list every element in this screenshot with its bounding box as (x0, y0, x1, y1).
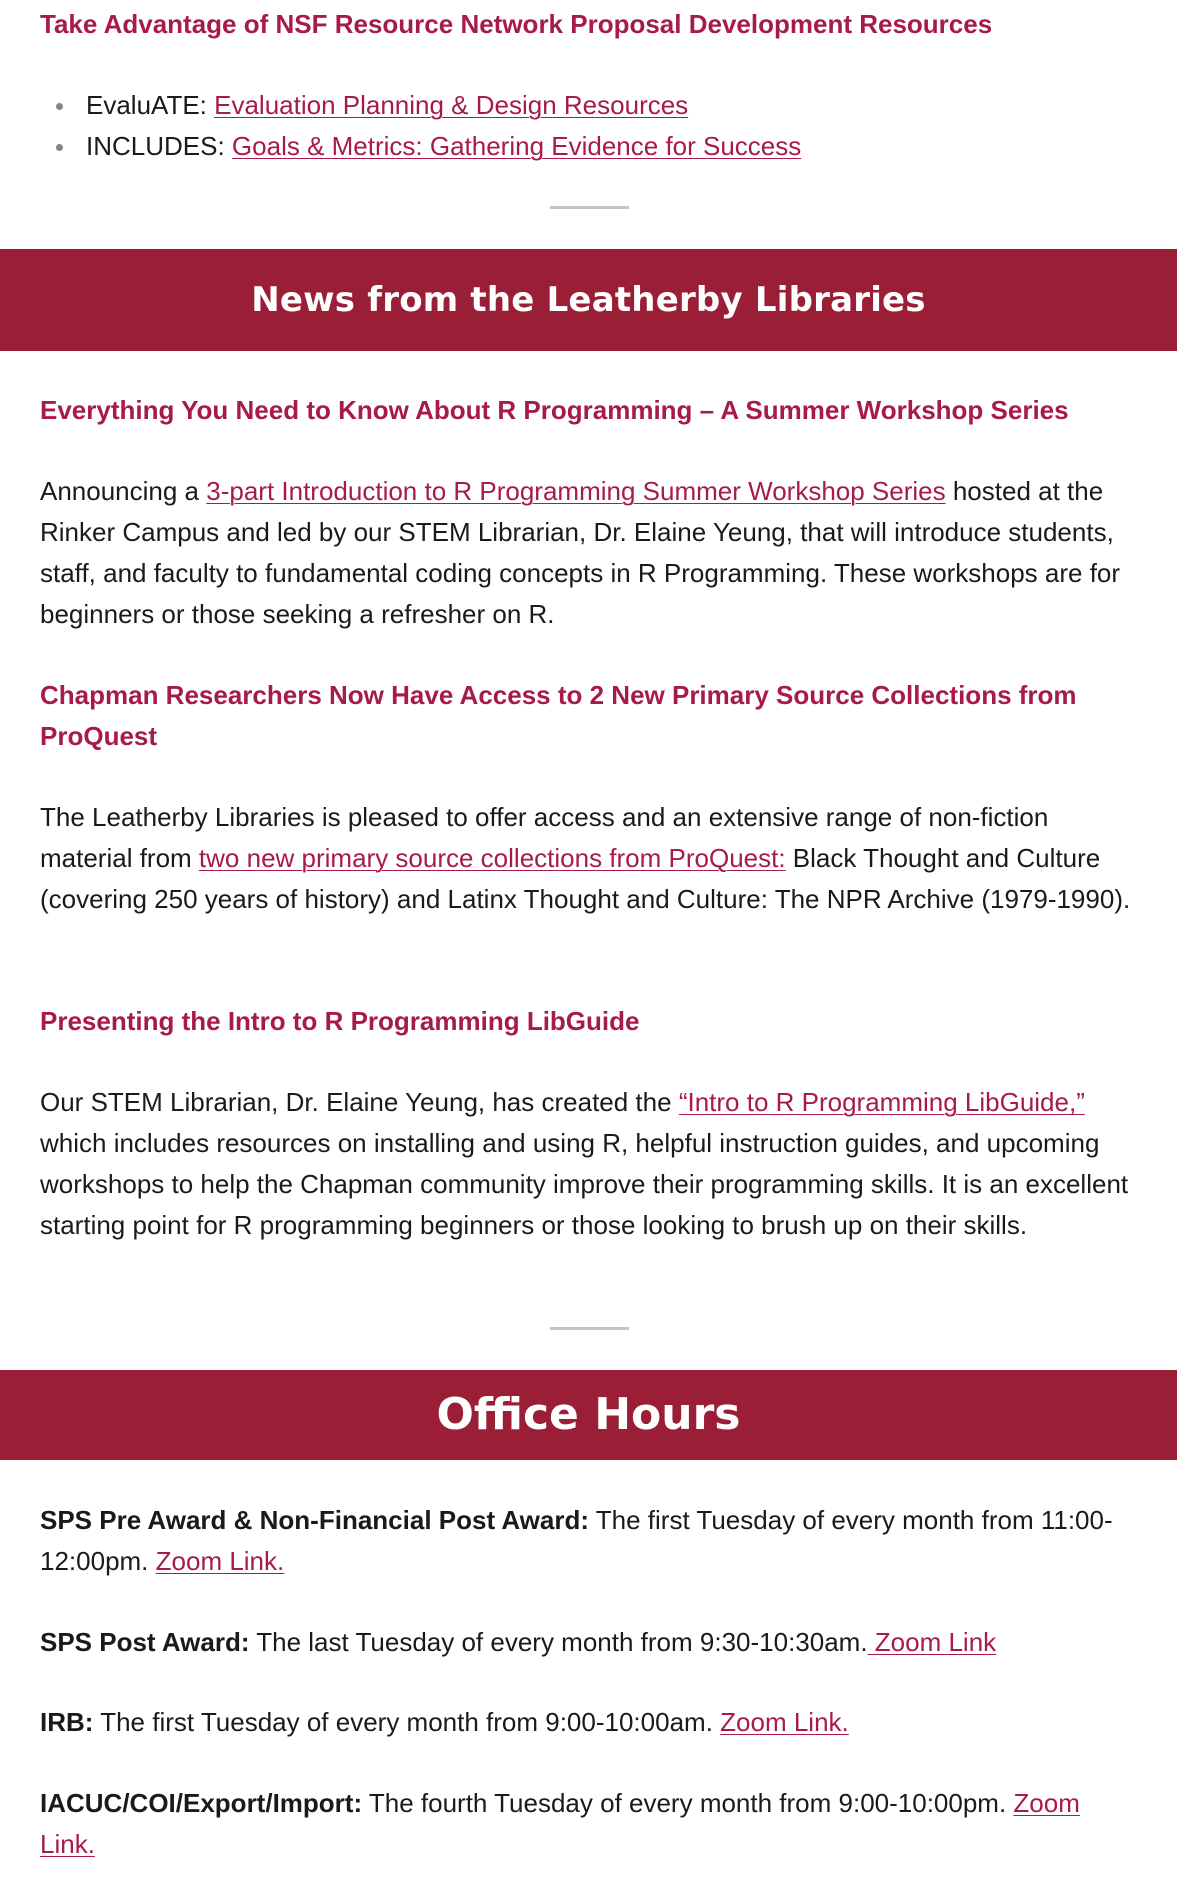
section-divider (550, 1327, 629, 1330)
office-hours-label: SPS Post Award: (40, 1627, 250, 1657)
list-item (40, 85, 801, 126)
list-item (40, 126, 801, 167)
article-text: Our STEM Librarian, Dr. Elaine Yeung, has created the (40, 1087, 679, 1117)
office-hours-text: The last Tuesday of every month from 9:30-10:30am. (249, 1627, 868, 1657)
article-body (40, 1082, 1133, 1246)
banner-title: Office Hours (436, 1389, 741, 1440)
office-hours-text: The first Tuesday of every month from 11:00-12:00pm. (40, 1505, 1113, 1576)
article-body (40, 797, 1133, 920)
office-hours-text: The first Tuesday of every month from 9:00-10:00am. (93, 1707, 721, 1737)
zoom-link[interactable]: Zoom Link. (40, 1788, 1080, 1859)
article-heading: Chapman Researchers Now Have Access to 2 New Primary Source Collections from ProQuest (40, 680, 1077, 751)
article-text: Announcing a (40, 476, 207, 506)
nsf-resources-list (40, 85, 801, 167)
office-hours-banner (0, 1370, 1177, 1460)
evaluate-resources-link[interactable]: Evaluation Planning & Design Resources (214, 90, 689, 120)
article-heading: Everything You Need to Know About R Programming – A Summer Workshop Series (40, 395, 1069, 425)
zoom-link[interactable]: Zoom Link. (155, 1546, 285, 1576)
banner-title: News from the Leatherby Libraries (251, 280, 926, 320)
office-hours-entry (40, 1702, 1133, 1743)
office-hours-text: The fourth Tuesday of every month from 9:00-10:00pm. (362, 1788, 1014, 1818)
bullet-prefix: EvaluATE: (86, 90, 215, 120)
office-hours-entry (40, 1500, 1133, 1582)
bullet-icon (56, 103, 63, 110)
proquest-collections-link[interactable]: two new primary source collections from ProQuest: (198, 843, 786, 873)
library-news-banner (0, 249, 1177, 351)
office-hours-entry (40, 1622, 1133, 1663)
article-heading: Presenting the Intro to R Programming LibGuide (40, 1006, 640, 1036)
article-text: hosted at the Rinker Campus and led by our STEM Librarian, Dr. Elaine Yeung, that will introduce students, staff, and faculty to fundamental coding concepts in R Programming. These workshops are for beginners or those seeking a refresher on R. (40, 476, 1121, 629)
zoom-link[interactable]: Zoom Link. (720, 1707, 849, 1737)
office-hours-entry (40, 1783, 1133, 1865)
zoom-link[interactable]: Zoom Link (867, 1627, 997, 1657)
office-hours-label: SPS Pre Award & Non-Financial Post Award: (40, 1505, 590, 1535)
office-hours-label: IACUC/COI/Export/Import: (40, 1788, 363, 1818)
r-libguide-link[interactable]: “Intro to R Programming LibGuide,” (678, 1087, 1085, 1117)
nsf-resources-heading: Take Advantage of NSF Resource Network Proposal Development Resources (40, 9, 993, 39)
article-body (40, 471, 1133, 635)
includes-metrics-link[interactable]: Goals & Metrics: Gathering Evidence for Success (231, 131, 802, 161)
r-workshop-series-link[interactable]: 3-part Introduction to R Programming Summer Workshop Series (206, 476, 946, 506)
bullet-prefix: INCLUDES: (86, 131, 232, 161)
article-text: Black Thought and Culture (covering 250 years of history) and Latinx Thought and Culture: The NPR Archive (1979-1990). (40, 843, 1131, 914)
article-text: The Leatherby Libraries is pleased to offer access and an extensive range of non-fiction material from (40, 802, 1049, 873)
article-text: which includes resources on installing and using R, helpful instruction guides, and upcoming workshops to help the Chapman community improve their programming skills. It is an excellent starting point for R programming beginners or those looking to brush up on their skills. (40, 1128, 1129, 1240)
section-divider (550, 206, 629, 209)
bullet-icon (56, 144, 63, 151)
office-hours-label: IRB: (40, 1707, 94, 1737)
